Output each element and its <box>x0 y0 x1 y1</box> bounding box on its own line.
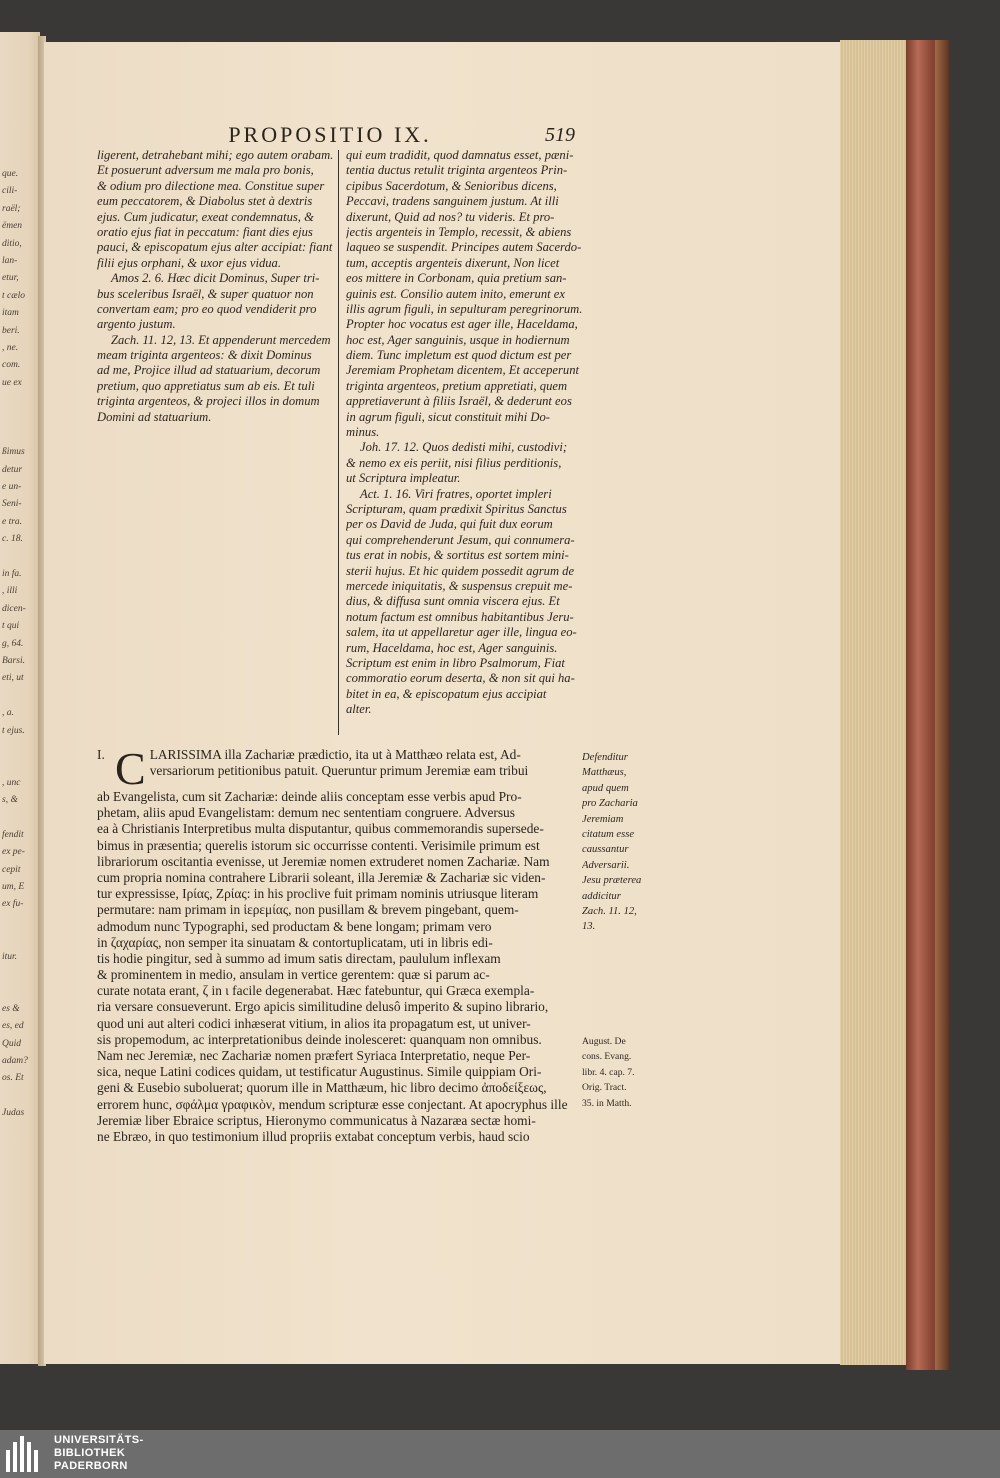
left-page-fragment: es, ed <box>2 1021 24 1032</box>
right-column-line: jectis argenteis in Templo, recessit, & abiens <box>346 224 572 239</box>
left-page-fragment: Quid <box>2 1038 21 1049</box>
right-column-line: Scriptum est enim in libro Psalmorum, Fiat <box>346 655 565 670</box>
left-page-fragment: lan- <box>2 255 18 266</box>
cover-rim <box>935 40 949 1370</box>
right-column-line: diem. Tunc impletum est quod dictum est per <box>346 348 572 363</box>
left-column-line: filii ejus orphani, & uxor ejus vidua. <box>97 255 281 270</box>
section-number: I. <box>97 747 105 762</box>
body-line: in ζαχαρίας, non semper ita sinuatam & contortuplicatam, uti in libris edi- <box>97 934 493 950</box>
right-column-line: dius, & diffusa sunt omnia viscera ejus. Et <box>346 594 560 609</box>
left-page-fragment: ëmen <box>2 221 23 232</box>
drop-cap: C <box>115 743 146 794</box>
page-edges <box>840 40 910 1365</box>
body-line: quod uni aut alteri codici inhæserat vitium, in alios ita propagatum est, ut univer- <box>97 1015 531 1031</box>
right-column-line: eos mittere in Corbonam, quia pretium san- <box>346 271 567 286</box>
library-footer <box>0 1430 1000 1478</box>
right-column-line: guinis est. Consilio autem inito, emerunt ex <box>346 286 565 301</box>
left-column-line: bus sceleribus Israël, & super quatuor non <box>97 286 314 301</box>
body-line: LARISSIMA illa Zachariæ prædictio, ita ut à Matthæo relata est, Ad- <box>149 747 521 762</box>
body-line: cum propria nomina contrahere Librarii soleant, illa Jeremiæ & Zachariæ sic viden- <box>97 869 546 885</box>
left-column-line: oratio ejus fiat in peccatum: fiant dies ejus <box>97 224 313 239</box>
left-page-fragment: t ejus. <box>2 725 25 736</box>
body-line: Nam nec Jeremiæ, nec Zachariæ nomen præfert Syriaca Interpretatio, neque Per- <box>97 1048 531 1063</box>
body-line: geni & Eusebio suboluerat; quorum ille in Matthæum, hic libro decimo ἀποδείξεως, <box>97 1080 547 1096</box>
right-column-line: triginta argenteos, pretium appretiati, quem <box>346 378 568 393</box>
right-column-line: dixerunt, Quid ad nos? tu videris. Et pro- <box>346 209 555 224</box>
body-line: tur expressisse, Ιρίας, Ζρίας: in his proclive fuit primam nominis utriusque literam <box>97 886 539 902</box>
right-column-line: tum, acceptis argenteis dixerunt, Non licet <box>346 255 560 270</box>
margin-note-line: Defenditur <box>582 752 628 763</box>
left-column-line: Amos 2. 6. Hæc dicit Dominus, Super tri- <box>111 271 320 286</box>
margin-note-line: August. De <box>582 1036 626 1047</box>
left-page-fragment: g, 64. <box>2 638 24 649</box>
left-page-fragment <box>2 392 38 409</box>
left-page-fragments <box>2 166 38 1122</box>
left-page-fragment <box>2 688 38 705</box>
library-name <box>54 1434 144 1473</box>
left-column-line: & odium pro dilectione mea. Constitue super <box>97 178 325 193</box>
right-column-line: per os David de Juda, qui fuit dux eorum <box>346 517 553 532</box>
body-line: admodum nunc Typographi, sed productam & bene longam; primam vero <box>97 918 492 934</box>
right-column-line: Jeremiam Prophetam dicentem, Et acceperunt <box>346 363 580 378</box>
body-line: ne Ebræo, in quo testimonium illud propriis extabat conceptum verbis, haud scio <box>97 1128 530 1144</box>
right-column <box>346 148 586 717</box>
margin-note-line: libr. 4. cap. 7. <box>582 1066 635 1078</box>
left-column-line: triginta argenteos, & projeci illos in domum <box>97 394 320 409</box>
right-column-line: mercede iniquitatis, & suspensus crepuit me- <box>346 578 573 593</box>
left-page-fragment <box>2 427 38 444</box>
margin-note-line: Zach. 11. 12, <box>582 905 637 917</box>
body-line: & prominentem in medio, ansulam in vertice gerentem: quæ si parum ac- <box>97 967 490 983</box>
left-column-line: Domini ad statuarium. <box>97 409 212 424</box>
left-column-line: ligerent, detrahebant mihi; ego autem orabam. <box>97 148 334 162</box>
left-column-line: Et posuerunt adversum me mala pro bonis, <box>97 163 314 178</box>
left-page-fragment: adam? <box>2 1055 28 1066</box>
body-text <box>97 743 579 1145</box>
right-column-line: salem, ita ut appellaretur ager ille, lingua eo- <box>346 625 577 640</box>
right-column-line: in agrum figuli, sicut constituit mihi Do- <box>346 409 550 424</box>
right-column-line: minus. <box>346 425 380 440</box>
left-page-fragment: um, E <box>2 882 25 893</box>
left-page-fragment: cili- <box>2 186 18 197</box>
left-page-fragment: com. <box>2 360 21 371</box>
left-page-fragment: que. <box>2 169 19 179</box>
right-column-line: tus erat in nobis, & sortitus est sortem mini- <box>346 548 569 563</box>
body-line: sis propemodum, ac interpretationibus deinde inolesceret: quanquam non omnibus. <box>97 1031 542 1047</box>
left-page-fragment: detur <box>2 464 23 475</box>
margin-note-line: Matthæus, <box>582 767 627 779</box>
page-number: 519 <box>545 124 575 146</box>
body-line: curate notata erant, ζ in ι facile degenerabat. Hæc fatebuntur, qui Græca exempla- <box>97 983 535 999</box>
left-page-fragment <box>2 740 38 757</box>
right-column-line: Propter hoc vocatus est ager ille, Haceldama, <box>346 317 578 332</box>
body-lines <box>97 789 579 1145</box>
library-logo-icon <box>6 1436 46 1472</box>
margin-note-line: pro Zacharia <box>582 798 638 810</box>
left-page-fragment <box>2 549 38 566</box>
left-page-fragment: ditio, <box>2 238 22 249</box>
right-column-line: illis agrum figuli, in sepulturam peregrinorum. <box>346 301 583 316</box>
right-column-line: sterii hujus. Et hic quidem possedit agrum de <box>346 563 575 578</box>
body-line: ria versare consueverunt. Ergo apicis similitudine delusô imperito & supino librario, <box>97 999 549 1015</box>
right-column-line: laqueo se suspendit. Principes autem Sacerdo- <box>346 240 582 255</box>
library-name-line: PADERBORN <box>54 1460 128 1472</box>
left-column-line: argento justum. <box>97 317 176 332</box>
library-name-line: BIBLIOTHEK <box>54 1447 126 1459</box>
left-column-line: meam triginta argenteos: & dixit Dominus <box>97 348 312 363</box>
left-page-fragment: ex fu- <box>2 899 24 910</box>
left-page-fragment: e un- <box>2 482 22 493</box>
left-page-fragment: itam <box>2 308 19 319</box>
body-line: ea à Christianis Interpretibus multa disputantur, quibus commemorandis supersede- <box>97 821 544 837</box>
body-line: ab Evangelista, cum sit Zachariæ: deinde aliis conceptam esse verbis apud Pro- <box>97 789 522 804</box>
left-page-fragment <box>2 914 38 931</box>
left-page-fragment: Judas <box>2 1108 25 1119</box>
right-column-line: Act. 1. 16. Viri fratres, oportet impleri <box>360 486 552 501</box>
left-column <box>97 148 335 425</box>
left-page-fragment: beri. <box>2 325 20 336</box>
left-page-fragment: , illi <box>2 586 18 597</box>
body-line: errorem hunc, σφάλμα γραφικὸν, mendum scripturæ esse conjectant. At apocryphus ille <box>97 1096 568 1112</box>
left-page-fragment: itur. <box>2 951 18 962</box>
body-line: bimus in præsentia; querelis istorum sic occurrisse contenti. Verisimile primum est <box>97 837 540 853</box>
body-line: sica, neque Latini codices quidam, ut testificatur Augustinus. Simile quippiam Ori- <box>97 1064 542 1080</box>
right-column-line: tentia ductus retulit triginta argenteos Prin- <box>346 163 568 178</box>
left-page-fragment: es & <box>2 1003 20 1014</box>
right-column-line: Joh. 17. 12. Quos dedisti mihi, custodivi; <box>360 440 568 455</box>
left-page <box>0 32 40 1364</box>
left-page-fragment: Barsi. <box>2 655 25 666</box>
margin-note-line: Orig. Tract. <box>582 1082 627 1094</box>
left-page-fragment: raël; <box>2 203 21 214</box>
left-page-fragment: ßimus <box>2 447 25 458</box>
right-column-line: rum, Haceldama, hoc est, Ager sanguinis. <box>346 640 558 655</box>
left-column-line: ad me, Projice illud ad statuarium, decorum <box>97 363 321 378</box>
left-page-fragment <box>2 809 38 826</box>
left-page-fragment <box>2 757 38 774</box>
right-column-line: ut Scriptura impleatur. <box>346 471 461 486</box>
left-page-fragment: c. 18. <box>2 534 23 545</box>
left-page-fragment: in fa. <box>2 568 22 579</box>
right-column-line: bitet in ea, & episcopatum ejus accipiat <box>346 686 547 701</box>
left-page-fragment: , ne. <box>2 342 19 353</box>
right-column-line: alter. <box>346 702 372 717</box>
left-page-fragment <box>2 983 38 1000</box>
left-page-fragment: fendit <box>2 829 24 840</box>
left-page-fragment: s, & <box>2 795 18 806</box>
left-page-fragment: , a. <box>2 708 14 719</box>
left-column-line: eum peccatorem, & Diabolus stet à dextris <box>97 194 313 209</box>
body-line: permutare: nam primam in ἱερεμίας, non pusillam & brevem pingebant, quem- <box>97 902 519 918</box>
margin-note-line: 13. <box>582 921 596 933</box>
right-column-line: & nemo ex eis periit, nisi filius perditionis, <box>346 455 562 470</box>
left-page-fragment: e tra. <box>2 516 23 527</box>
left-column-line: convertam eam; pro eo quod vendiderit pro <box>97 301 317 316</box>
left-column-line: pauci, & episcopatum ejus alter accipiat: fiant <box>97 240 333 255</box>
margin-note-line: addicitur <box>582 890 621 902</box>
left-page-fragment: Seni- <box>2 499 22 510</box>
right-column-line: qui eum tradidit, quod damnatus esset, pæni- <box>346 148 574 162</box>
margin-note-defenditur <box>582 752 672 937</box>
left-page-fragment: t qui <box>2 621 20 632</box>
page-title: PROPOSITIO IX. <box>228 122 432 147</box>
margin-note-references <box>582 1036 672 1113</box>
body-line: librariorum oscitantia evenisse, ut Jeremiæ nomen extruderet nomen Zachariæ. Nam <box>97 853 550 869</box>
right-column-line: Scripturam, quam prædixit Spiritus Sanctus <box>346 501 567 516</box>
margin-note-line: Jeremiam <box>582 813 624 825</box>
left-page-fragment: os. Et <box>2 1073 24 1084</box>
left-page-fragment: cepit <box>2 864 21 875</box>
right-column-line: hoc est, Ager sanguinis, usque in hodiernum <box>346 332 570 347</box>
left-page-fragment: eti, ut <box>2 673 24 684</box>
column-divider <box>338 150 339 735</box>
body-line: tis hodie pingitur, sed à summo ad imum satis directam, paululum inflexam <box>97 950 501 966</box>
body-line: phetam, aliis apud Evangelistam: demum nec sententiam congruere. Adversus <box>97 805 515 821</box>
margin-note-line: Jesu præterea <box>582 875 642 887</box>
right-column-line: notum factum est omnibus habitantibus Jeru- <box>346 609 574 624</box>
left-page-fragment <box>2 966 38 983</box>
right-column-line: qui comprehenderunt Jesum, qui connumera- <box>346 532 575 547</box>
margin-note-line: apud quem <box>582 782 629 794</box>
margin-note-line: Adversarii. <box>582 859 630 871</box>
left-column-line: Zach. 11. 12, 13. Et appenderunt mercedem <box>111 332 331 347</box>
left-page-fragment <box>2 409 38 426</box>
left-page-fragment: t cælo <box>2 290 25 301</box>
left-page-fragment: dicen- <box>2 603 26 614</box>
left-page-fragment: , unc <box>2 777 21 788</box>
margin-note-line: cons. Evang. <box>582 1051 632 1063</box>
right-column-line: commoratio eorum deserta, & non sit qui ha- <box>346 671 575 686</box>
left-page-fragment <box>2 931 38 948</box>
margin-note-line: caussantur <box>582 844 629 856</box>
left-column-line: ejus. Cum judicatur, exeat condemnatus, & <box>97 209 314 224</box>
left-page-fragment: ex pe- <box>2 847 25 858</box>
left-page-fragment <box>2 1088 38 1105</box>
left-column-line: pretium, quo appretiatus sum ab eis. Et tuli <box>97 378 315 393</box>
left-page-fragment: ue ex <box>2 377 22 388</box>
right-column-line: Peccavi, tradens sanguinem justum. At illi <box>346 194 559 209</box>
library-name-line: UNIVERSITÄTS- <box>54 1434 144 1446</box>
body-line: Jeremiæ liber Ebraice scriptus, Hieronymo communicatus à Nazaræa sectæ homi- <box>97 1112 536 1128</box>
left-page-fragment: etur, <box>2 273 19 284</box>
right-column-line: cipibus Sacerdotum, & Senioribus dicens, <box>346 178 557 193</box>
margin-note-line: 35. in Matth. <box>582 1097 632 1109</box>
right-column-line: appretiaverunt à filiis Israël, & dederunt eos <box>346 394 572 409</box>
margin-note-line: citatum esse <box>582 828 635 840</box>
body-line: versariorum petitionibus patuit. Queruntur primum Jeremiæ eam tribui <box>149 763 529 779</box>
